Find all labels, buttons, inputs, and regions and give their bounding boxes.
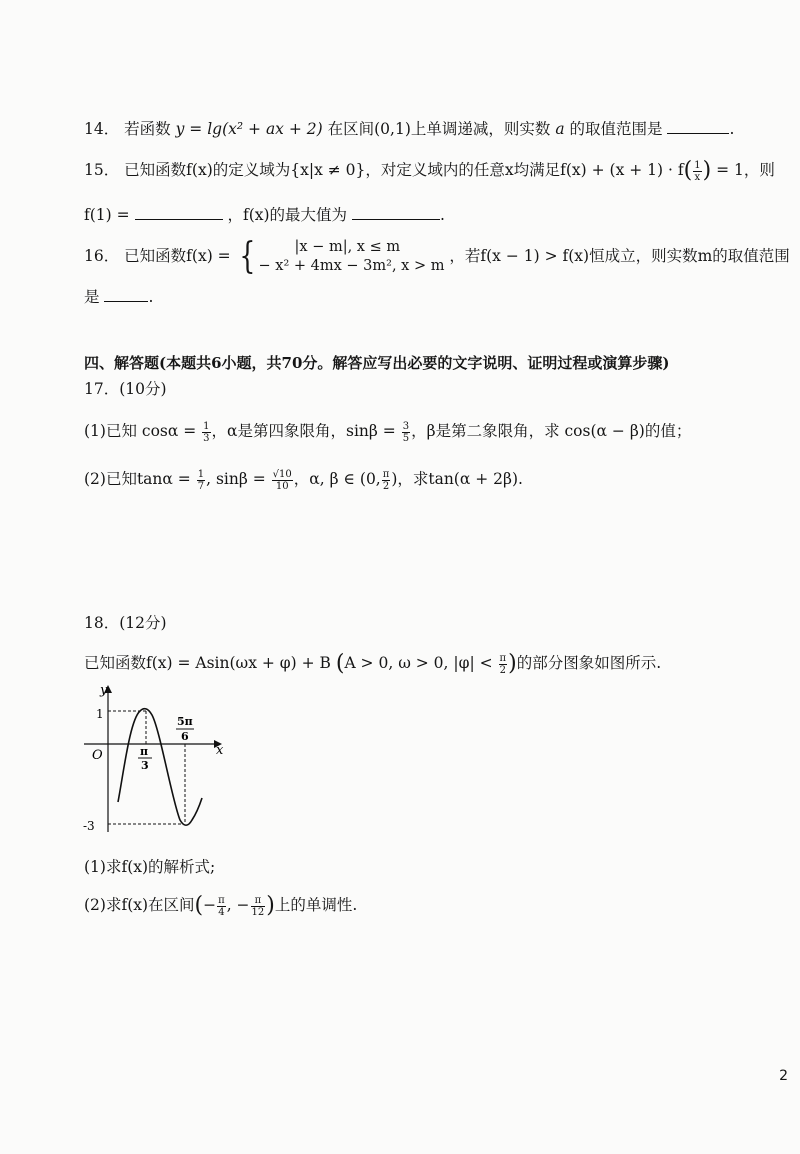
question-16-line2: 是 . — [84, 288, 154, 306]
q15-fraction: $\frac{1}{x}$ — [694, 159, 701, 183]
function-graph — [80, 680, 240, 840]
q18-intro: 已知函数f(x) = Asin(ωx + φ) + B (A > 0, ω > 0, |φ| < $\frac{\pi}{2}$ )的部分图象如图所示. — [84, 651, 662, 676]
section-4-heading: 四、解答题(本题共6小题，共70分。解答应写出必要的文字说明、证明过程或演算步骤) — [84, 354, 670, 372]
q14-number: 14． — [84, 120, 120, 138]
q16-answer-blank[interactable] — [104, 287, 148, 302]
page-number: 2 — [779, 1068, 788, 1084]
origin-label: O — [92, 748, 103, 763]
q15-answer-blank-1[interactable] — [135, 205, 223, 220]
q15-answer-blank-2[interactable] — [352, 205, 440, 220]
x-tick-5pi-over-6 — [176, 715, 194, 743]
svg-text:π: π — [140, 745, 149, 758]
y-axis-label: y — [100, 683, 108, 698]
question-16: 16． 已知函数f(x) = { |x − m|, x ≤ m − x² + 4mx − 3m², x > m ，若f(x − 1) > f(x)恒成立，则实数m的取值范围 — [84, 236, 790, 277]
q14-expression: y = lg(x² + ax + 2) — [175, 120, 323, 138]
q17-part2: (2)已知tanα = $\frac{1}{7}$ , sinβ = $\frac{√10}{10}$ ，α, β ∈ (0, $\frac{\pi}{2}$ )，求tan(α + 2β). — [84, 468, 523, 492]
x-axis-label: x — [216, 743, 224, 758]
q18-part1: (1)求f(x)的解析式; — [84, 858, 216, 876]
q16-number: 16． — [84, 247, 120, 265]
question-15-line2: f(1) = ，f(x)的最大值为 . — [84, 206, 445, 224]
q18-header: 18．(12分) — [84, 614, 167, 632]
q14-answer-blank[interactable] — [667, 119, 729, 134]
svg-text:6: 6 — [181, 730, 189, 743]
question-14: 14． 若函数 y = lg(x² + ax + 2) 在区间(0,1)上单调递减，则实数 a 的取值范围是 . — [84, 120, 735, 138]
q17-header: 17．(10分) — [84, 380, 167, 398]
q16-piecewise: |x − m|, x ≤ m − x² + 4mx − 3m², x > m — [258, 239, 445, 274]
q15-number: 15． — [84, 161, 120, 179]
q17-part1: (1)已知 cosα = $\frac{1}{3}$ ，α是第四象限角，sinβ = $\frac{3}{5}$ ，β是第二象限角，求 cos(α − β)的值； — [84, 420, 692, 444]
q16-left-brace: { — [239, 236, 256, 277]
svg-text:5π: 5π — [177, 715, 193, 728]
x-tick-pi-over-3 — [138, 745, 152, 772]
q18-part2: (2)求f(x)在区间(− $\frac{\pi}{4}$ , − $\frac{\pi}{12}$ )上的单调性. — [84, 893, 358, 918]
svg-text:3: 3 — [141, 759, 149, 772]
y-min-label: -3 — [83, 819, 95, 833]
question-15: 15． 已知函数f(x)的定义域为{x|x ≠ 0}，对定义域内的任意x均满足f(x) + (x + 1) · f( $\frac{1}{x}$ ) = 1，则 — [84, 158, 775, 183]
y-max-label: 1 — [96, 707, 104, 721]
